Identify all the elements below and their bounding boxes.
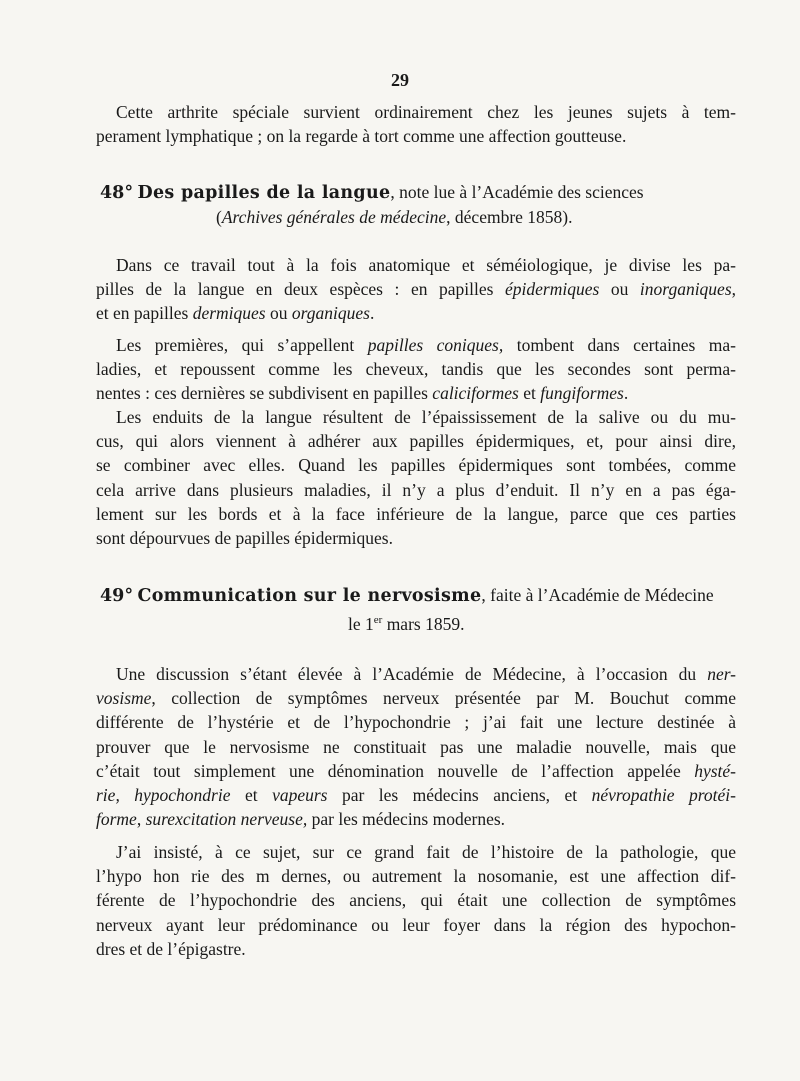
section-number: 48° [100,183,134,203]
text-line [96,301,736,325]
text-line [96,759,736,783]
text-run: par les médecins modernes. [307,809,506,830]
text-run: et [230,785,273,806]
section-title: Des papilles de la langue [137,183,391,203]
section-note: , faite à l’Académie de Médecine [481,585,714,605]
text-run: , [136,809,146,830]
journal-title: Archives générales de médecine [221,207,447,228]
italic-term: vosisme [96,688,152,709]
text-line: ladies, et repoussent comme les cheveux, tandis que les secondes sont perma- [96,359,736,380]
journal-date: , décembre 1858). [446,207,573,228]
text-run: par les médecins anciens, et [327,785,592,806]
paren: ( [216,207,222,228]
text-line: nerveux ayant leur prédominance ou leur foyer dans la région des hypochon- [96,914,736,935]
paragraph-papilles-division [96,253,736,326]
text-run: ou [265,303,292,324]
text-run: c’était tout simplement une dénomination nouvelle de l’affection appelée [96,760,695,781]
heading-line [96,583,736,608]
page-number: 29 [391,70,409,90]
italic-term: fungiformes [540,383,624,404]
paragraph-nervosisme-discussion [96,662,736,831]
italic-term: caliciformes [432,383,519,404]
text-line [96,686,736,710]
text-line: l’hypo hon rie des m dernes, ou autrement la nosomanie, est une affection dif- [96,866,736,887]
paragraph-enduits [96,405,736,550]
italic-term: vapeurs [272,785,328,806]
text-run: et [518,383,541,404]
text-line: perament lymphatique ; on la regarde à tort comme une affection goutteuse. [96,126,627,147]
italic-term: organiques [291,303,370,324]
section-number: 49° [100,586,134,606]
text-line: cus, qui alors viennent à adhérer aux papilles épidermiques, et, pour ainsi dire, [96,431,736,452]
italic-term: névropathie protéi- [591,785,736,806]
section-title: Communication sur le nervosisme [137,586,482,606]
text-line: Cette arthrite spéciale survient ordinairement chez les jeunes sujets à tem- [116,102,736,122]
text-line: cela arrive dans plusieurs maladies, il n’y a plus d’enduit. Il n’y en a pas éga- [96,479,736,500]
text-run: tombent dans certaines ma- [503,335,736,355]
date-run: le 1 [348,614,374,635]
text-line: prouver que le nervosisme ne constituait pas une maladie nouvelle, mais que [96,736,736,757]
text-line: lement sur les bords et à la face inférieure de la langue, parce que ces parties [96,503,736,524]
section-heading-49 [96,583,736,636]
text-line: férente de l’hypochondrie des anciens, qui était une collection de symptômes [96,890,736,911]
text-line [96,807,736,831]
text-line: sont dépourvues de papilles épidermiques. [96,528,393,549]
section-heading-48 [96,180,736,229]
text-run: et en papilles [96,303,193,324]
italic-term: surexcitation nerveuse, [145,809,308,830]
text-run: , collection de symptômes nerveux présentée par M. Bouchut comme [151,688,736,709]
italic-term: hysté- [694,760,736,781]
text-line [96,381,736,405]
text-run: pilles de la langue en deux espèces : en papilles [96,279,506,300]
paragraph-hypochondrie [96,840,736,961]
text-line [96,662,736,686]
text-run: Une discussion s’étant élevée à l’Académie de Médecine, à l’occasion du [116,664,708,684]
section-note: , note lue à l’Académie des sciences [390,182,644,202]
italic-term: ner- [707,664,736,684]
paragraph-papilles-types [96,333,736,406]
italic-term: épidermiques [505,279,600,300]
paragraph-arthritis [96,100,736,148]
italic-term: forme [96,809,137,830]
text-run: . [623,383,629,404]
text-run: nentes : ces dernières se subdivisent en papilles [96,383,433,404]
text-run: , [731,279,737,300]
text-line [96,277,736,301]
text-run: ou [599,279,640,300]
text-line [96,783,736,807]
text-line: différente de l’hystérie et de l’hypochondrie ; j’ai fait une lecture destinée à [96,712,736,733]
italic-term: rie, hypochondrie [96,785,231,806]
text-run: . [369,303,375,324]
text-line: Les enduits de la langue résultent de l’épaississement de la salive ou du mu- [116,407,736,427]
date-run: mars 1859. [382,614,465,635]
text-line [96,333,736,357]
heading-subline [96,608,736,636]
text-run: Les premières, qui s’appellent [116,335,368,355]
text-line: dres et de l’épigastre. [96,938,246,959]
heading-line [96,180,736,205]
superscript: er [373,614,383,627]
italic-term: dermiques [192,303,266,324]
text-line: Dans ce travail tout à la fois anatomique et séméiologique, je divise les pa- [116,255,736,275]
heading-subline [96,205,736,229]
text-line: se combiner avec elles. Quand les papilles épidermiques sont tombées, comme [96,455,736,476]
italic-term: papilles coniques, [367,335,504,355]
text-line: J’ai insisté, à ce sujet, sur ce grand fait de l’histoire de la pathologie, que [116,842,736,862]
italic-term: inorganiques [639,279,732,300]
